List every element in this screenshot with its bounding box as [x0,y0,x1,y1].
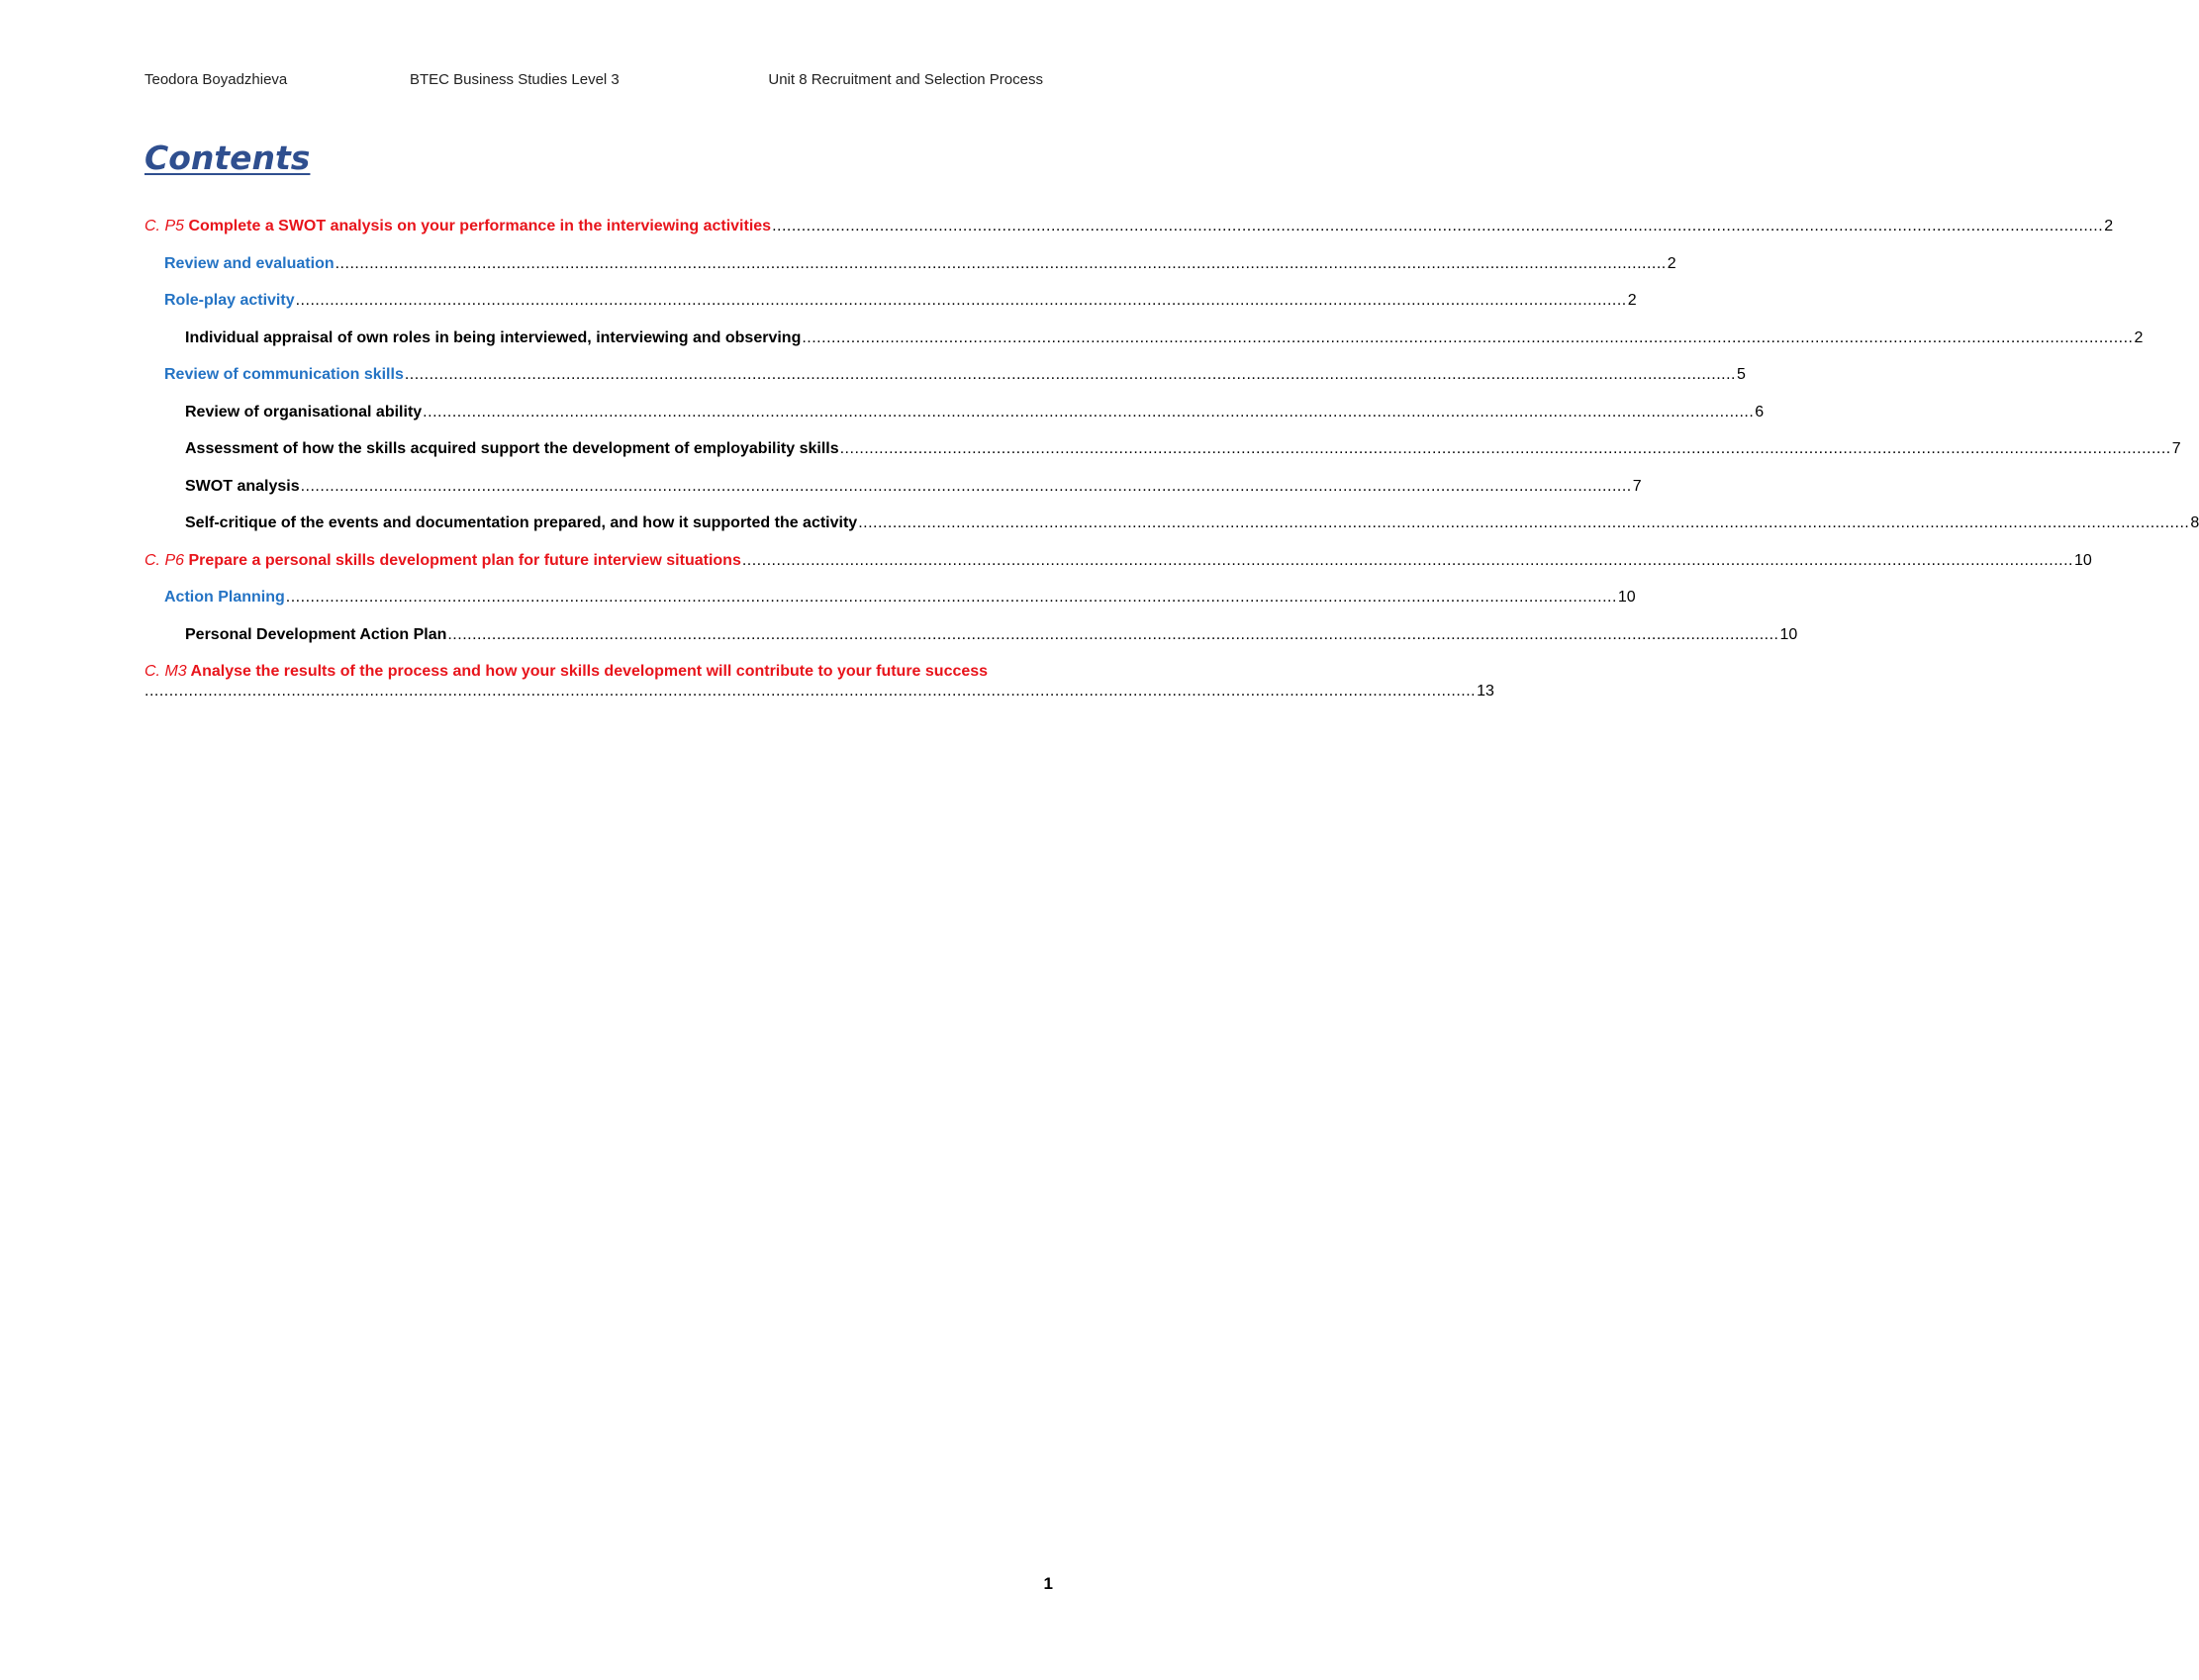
toc-entry-code: C. P6 [144,551,185,569]
header-author: Teodora Boyadzhieva [144,71,288,88]
toc-leader-dots [772,218,2103,235]
toc-leader-dots [405,366,1736,384]
header-unit: Unit 8 Recruitment and Selection Process [768,71,1043,88]
toc-entry-label: Role-play activity [164,292,295,309]
toc-entry-page: 10 [2073,551,2092,569]
toc-entry-page: 2 [1667,254,1676,272]
toc-entry-label: Review of organisational ability [185,403,423,420]
toc-leader-dots [286,589,1617,607]
toc-entry-page: 8 [2190,514,2199,531]
page-number: 1 [1043,1574,1053,1593]
toc-entry-page: 2 [1627,292,1637,309]
toc-leader-dots [423,404,1754,421]
toc-entry-text: Prepare a personal skills development plan for future interview situations [188,551,741,569]
toc-entry-page: 2 [2104,218,2114,234]
page-header [144,71,1043,93]
toc-entry-text: Complete a SWOT analysis on your performance in the interviewing activities [188,218,772,234]
toc-leader-dots [447,626,1778,644]
toc-entry-page: 10 [1617,589,1636,606]
toc-leader-dots [742,552,2073,570]
header-course: BTEC Business Studies Level 3 [410,71,620,88]
toc-entry-page: 6 [1755,403,1765,420]
toc-entry-label: Action Planning [164,589,285,606]
toc-entry-p5[interactable] [144,218,2114,255]
toc-entry-page: 5 [1736,366,1746,383]
toc-leader-dots [802,329,2133,347]
toc-entry-label: Assessment of how the skills acquired support the development of employability skills [185,440,839,457]
toc-entry-page: 10 [1779,625,1798,643]
toc-entry-role-play[interactable] [144,292,1637,329]
toc-entry-swot-analysis[interactable] [144,477,1642,515]
toc-entry-page: 7 [2171,440,2181,457]
toc-leader-dots [144,683,1476,700]
toc-leader-dots [335,255,1667,273]
toc-entry-continuation [144,683,1494,710]
toc-entry-label [144,663,1051,681]
toc-entry-employability-skills[interactable] [144,440,2181,478]
toc-entry-development-plan[interactable] [144,625,1798,664]
toc-entry-m3[interactable] [144,663,1494,710]
toc-entry-code: C. P5 [144,218,185,234]
toc-entry-label: Review of communication skills [164,366,404,383]
toc-entry-action-planning[interactable] [144,589,1636,626]
toc-entry-label: Self-critique of the events and documentation prepared, and how it supported the activity [185,514,858,531]
toc-leader-dots [858,514,2189,532]
toc-entry-label: Review and evaluation [164,254,335,272]
toc-entry-individual-appraisal[interactable] [144,328,2144,367]
toc-entry-label [144,552,741,570]
toc-leader-dots [296,292,1627,310]
toc-entry-label: Personal Development Action Plan [185,625,447,643]
toc-entry-page: 7 [1632,477,1642,495]
toc-entry-organisational-ability[interactable] [144,403,1765,441]
toc-entry-self-critique[interactable] [144,514,2199,552]
toc-entry-text: Analyse the results of the process and how your skills development will contribute to your future success [190,663,989,680]
toc-title: Contents [144,139,311,177]
toc-entry-label: Individual appraisal of own roles in being interviewed, interviewing and observing [185,328,802,346]
toc-leader-dots [840,440,2171,458]
toc-entry-label [144,218,771,235]
toc-entry-communication-skills[interactable] [144,366,1746,404]
toc-leader-dots [301,478,1632,496]
toc-entry-review-evaluation[interactable] [144,254,1676,293]
toc-entry-page: 2 [2134,328,2144,346]
toc-entry-code: C. M3 [144,663,187,680]
toc-entry-label: SWOT analysis [185,477,300,495]
table-of-contents [144,218,2199,710]
toc-entry-page: 13 [1477,683,1494,700]
toc-entry-p6[interactable] [144,551,2092,590]
